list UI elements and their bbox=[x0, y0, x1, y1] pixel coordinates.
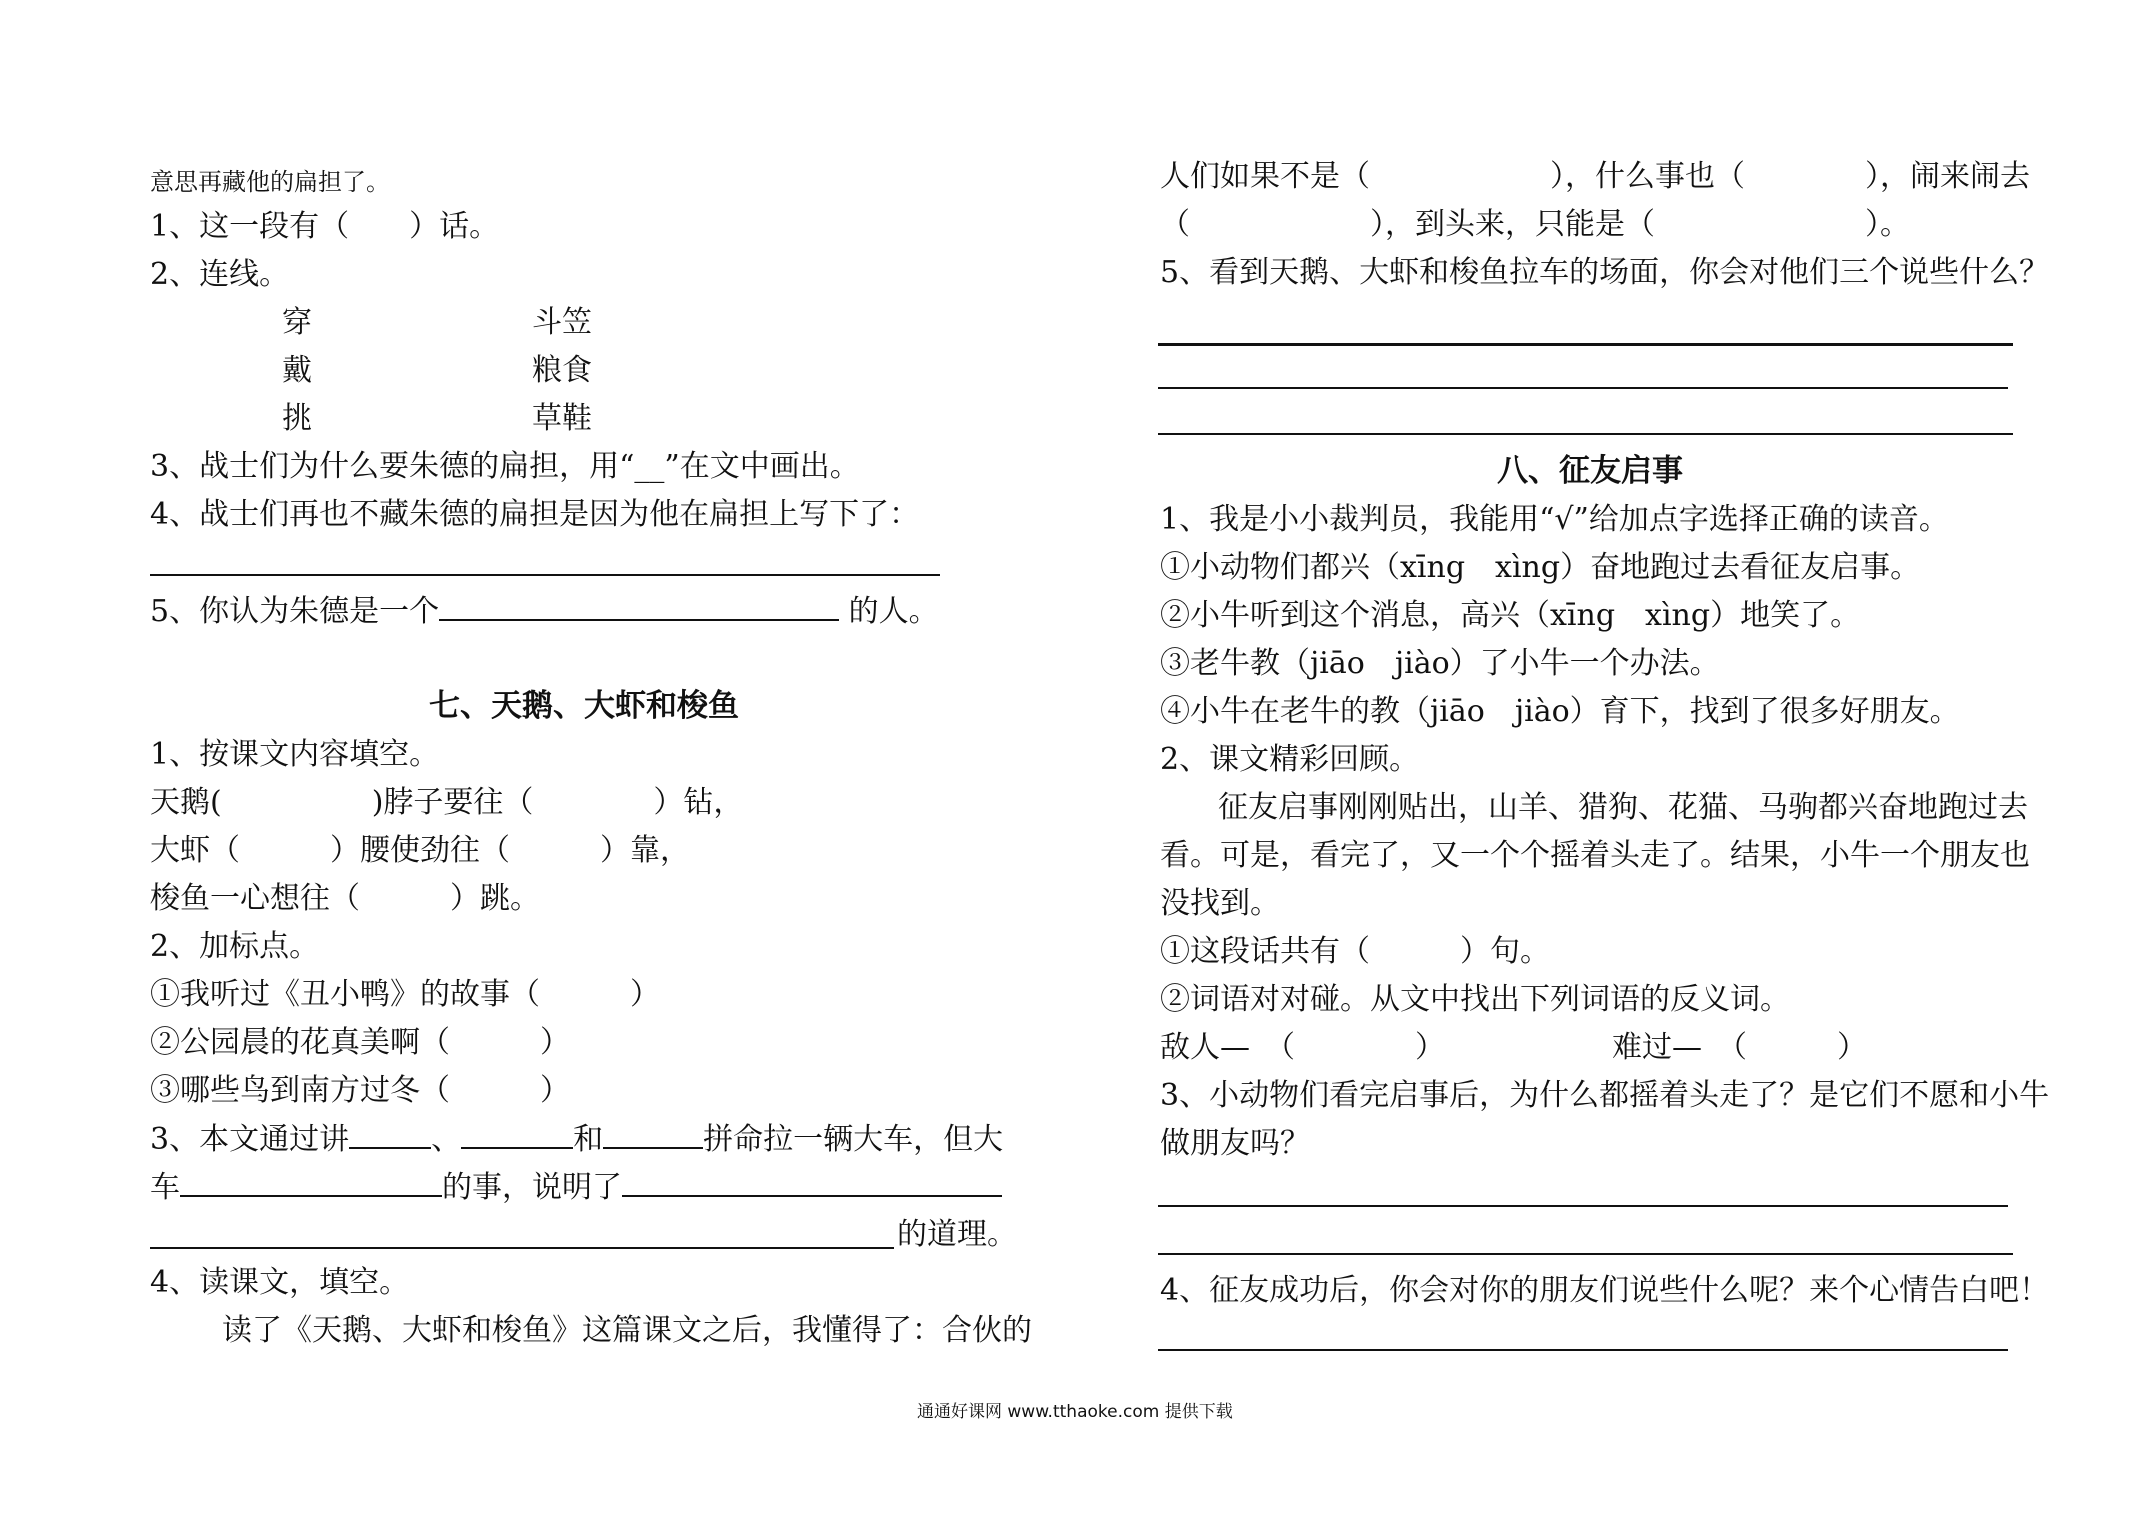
s7-question-2: 2、加标点。 bbox=[150, 929, 320, 964]
s7-punct-1: ①我听过《丑小鸭》的故事（ ） bbox=[150, 977, 660, 1012]
section-7-title: 七、天鹅、大虾和梭鱼 bbox=[429, 688, 739, 724]
answer-line bbox=[1158, 433, 2013, 435]
s7-fill-3: 梭鱼一心想往（ ）跳。 bbox=[150, 881, 540, 916]
r-fill-2: （ ），到头来，只能是（ ）。 bbox=[1160, 207, 1910, 242]
answer-line bbox=[150, 574, 940, 576]
fill-blank bbox=[439, 591, 839, 621]
s7-q3-che: 车 bbox=[150, 1170, 180, 1205]
question-3: 3、战士们为什么要朱德的扁担，用“__”在文中画出。 bbox=[150, 449, 860, 484]
match-left-1: 穿 bbox=[282, 305, 312, 340]
s7-q3-end: 的道理。 bbox=[897, 1217, 1017, 1252]
section-8-title: 八、征友启事 bbox=[1497, 453, 1683, 489]
question-5-end: 的人。 bbox=[839, 594, 939, 629]
fill-blank bbox=[622, 1167, 1002, 1197]
question-5 bbox=[150, 591, 939, 632]
r-question-5: 5、看到天鹅、大虾和梭鱼拉车的场面，你会对他们三个说些什么？ bbox=[1160, 255, 2050, 290]
s8-question-3: 3、小动物们看完启事后，为什么都摇着头走了？是它们不愿和小牛 bbox=[1160, 1078, 2050, 1113]
fill-blank bbox=[180, 1167, 442, 1197]
s8-q1-item-3: ③老牛教（jiāo jiào）了小牛一个办法。 bbox=[1160, 646, 1720, 681]
s8-q1-item-1: ①小动物们都兴（xīng xìng）奋地跑过去看征友启事。 bbox=[1160, 550, 1921, 585]
s8-question-3-cont: 做朋友吗？ bbox=[1160, 1126, 1310, 1161]
s8-antonym-2: 难过— （ ） bbox=[1612, 1030, 1867, 1065]
s7-q3-sep: 、 bbox=[431, 1122, 462, 1157]
answer-line bbox=[1158, 343, 2013, 346]
r-fill-1: 人们如果不是（ ），什么事也（ ），闹来闹去 bbox=[1160, 159, 2030, 194]
s8-question-1: 1、我是小小裁判员，我能用“√”给加点字选择正确的读音。 bbox=[1160, 502, 1949, 537]
s8-q2-item-2: ②词语对对碰。从文中找出下列词语的反义词。 bbox=[1160, 982, 1790, 1017]
s8-question-2: 2、课文精彩回顾。 bbox=[1160, 742, 1420, 777]
s7-q3-rest: 拼命拉一辆大车，但大 bbox=[703, 1122, 1004, 1157]
match-right-2: 粮食 bbox=[532, 353, 592, 388]
text-line: 意思再藏他的扁担了。 bbox=[150, 168, 390, 196]
match-right-1: 斗笠 bbox=[532, 305, 592, 340]
s8-q1-item-4: ④小牛在老牛的教（jiāo jiào）育下，找到了很多好朋友。 bbox=[1160, 694, 1960, 729]
fill-blank bbox=[461, 1119, 573, 1149]
question-2: 2、连线。 bbox=[150, 257, 290, 292]
s8-paragraph-line-3: 没找到。 bbox=[1160, 886, 1280, 921]
s8-paragraph-line-2: 看。可是，看完了，又一个个摇着头走了。结果，小牛一个朋友也 bbox=[1160, 838, 2030, 873]
s7-q3-text: 3、本文通过讲 bbox=[150, 1122, 350, 1157]
answer-line bbox=[150, 1247, 894, 1249]
s8-paragraph-line-1: 征友启事刚刚贴出，山羊、猎狗、花猫、马驹都兴奋地跑过去 bbox=[1218, 790, 2028, 825]
answer-line bbox=[1158, 387, 2008, 389]
s8-question-4: 4、征友成功后，你会对你的朋友们说些什么呢？来个心情告白吧！ bbox=[1160, 1273, 2050, 1308]
s8-q1-item-2: ②小牛听到这个消息，高兴（xīng xìng）地笑了。 bbox=[1160, 598, 1861, 633]
s7-q3-and: 和 bbox=[573, 1122, 604, 1157]
s7-paragraph: 读了《天鹅、大虾和梭鱼》这篇课文之后，我懂得了：合伙的 bbox=[222, 1313, 1032, 1348]
s7-question-3 bbox=[150, 1119, 1003, 1160]
question-4: 4、战士们再也不藏朱德的扁担是因为他在扁担上写下了： bbox=[150, 497, 920, 532]
fill-blank bbox=[349, 1119, 431, 1149]
answer-line bbox=[1158, 1205, 2008, 1207]
s7-q3-shuoming: 的事，说明了 bbox=[442, 1170, 622, 1205]
s8-q2-item-1: ①这段话共有（ ）句。 bbox=[1160, 934, 1550, 969]
s7-punct-2: ②公园晨的花真美啊（ ） bbox=[150, 1025, 570, 1060]
s7-fill-2: 大虾（ ）腰使劲往（ ）靠， bbox=[150, 833, 690, 868]
s8-antonym-1: 敌人— （ ） bbox=[1160, 1030, 1445, 1065]
s7-punct-3: ③哪些鸟到南方过冬（ ） bbox=[150, 1073, 570, 1108]
question-5-text: 5、你认为朱德是一个 bbox=[150, 594, 440, 629]
match-left-3: 挑 bbox=[282, 401, 312, 436]
page-footer: 通通好课网 www.tthaoke.com 提供下载 bbox=[917, 1402, 1233, 1422]
answer-line bbox=[1158, 1253, 2013, 1255]
s7-fill-1: 天鹅( )脖子要往（ ）钻， bbox=[150, 785, 744, 820]
question-1: 1、这一段有（ ）话。 bbox=[150, 209, 500, 244]
match-left-2: 戴 bbox=[282, 353, 312, 388]
match-right-3: 草鞋 bbox=[532, 401, 592, 436]
fill-blank bbox=[603, 1119, 703, 1149]
s7-question-1: 1、按课文内容填空。 bbox=[150, 737, 440, 772]
answer-line bbox=[1158, 1349, 2008, 1351]
s7-question-3-cont bbox=[150, 1167, 1002, 1208]
s7-question-4: 4、读课文，填空。 bbox=[150, 1265, 410, 1300]
